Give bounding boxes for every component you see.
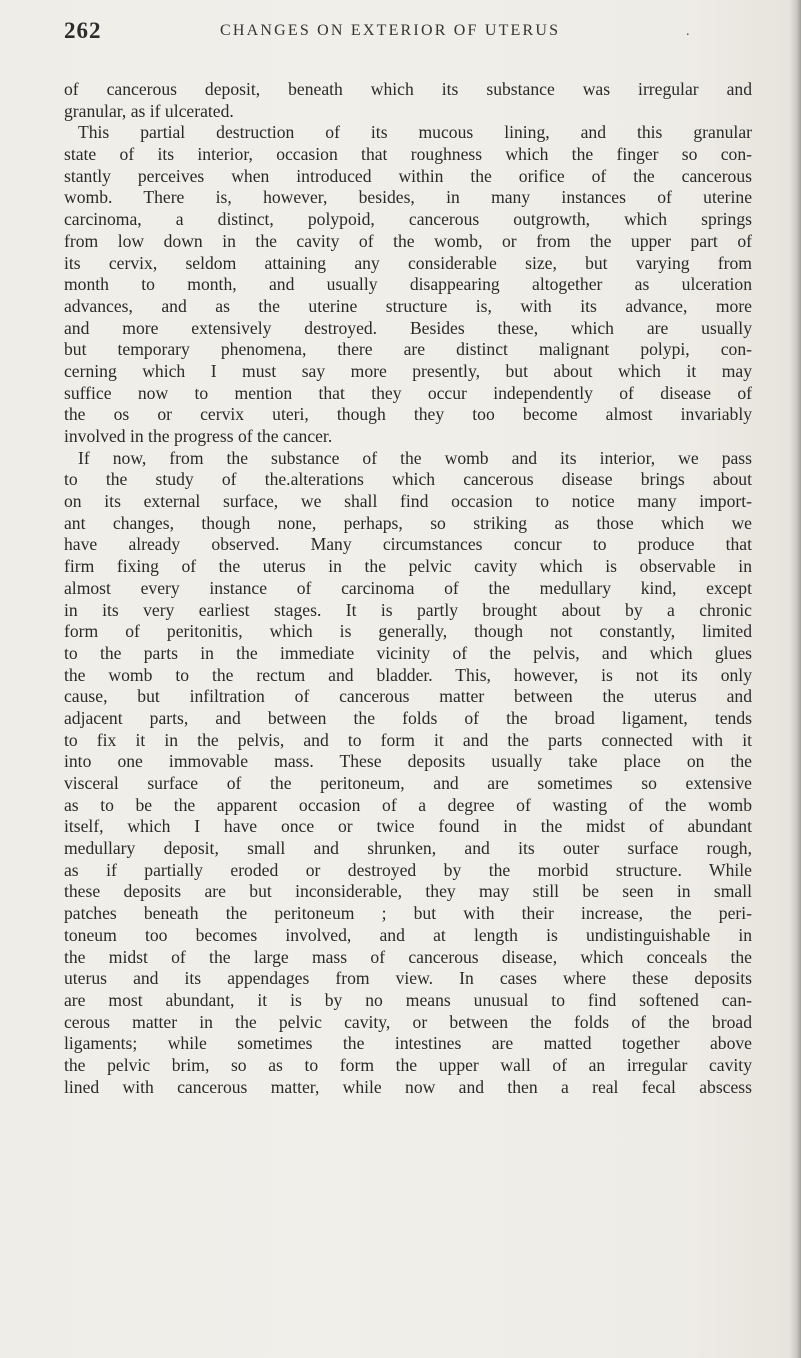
text-line: month to month, and usually disappearing altogether as ulceration (64, 274, 752, 295)
text-line: in its very earliest stages. It is partly brought about by a chronic (64, 599, 752, 620)
text-line: almost every instance of carcinoma of the medullary kind, except (64, 577, 752, 598)
text-line: advances, and as the uterine structure is, with its advance, more (64, 295, 752, 316)
text-line: involved in the progress of the cancer. (64, 426, 333, 446)
text-line: carcinoma, a distinct, polypoid, cancerous outgrowth, which springs (64, 209, 752, 230)
text-line: firm fixing of the uterus in the pelvic cavity which is observable in (64, 556, 752, 577)
text-line: the womb to the rectum and bladder. This, however, is not its only (64, 664, 752, 685)
text-line: have already observed. Many circumstances concur to produce that (64, 534, 752, 555)
text-line: granular, as if ulcerated. (64, 100, 234, 121)
text-line: cause, but infiltration of cancerous matter between the uterus and (64, 686, 752, 707)
text-line: ligaments; while sometimes the intestines are matted together above (64, 1033, 752, 1054)
text-line: cerning which I must say more presently, but about which it may (64, 360, 752, 381)
text-line: from low down in the cavity of the womb, or from the upper part of (64, 230, 752, 251)
text-line: womb. There is, however, besides, in many instances of uterine (64, 187, 752, 208)
text-line: itself, which I have once or twice found in the midst of abundant (64, 816, 752, 837)
text-line: to fix it in the pelvis, and to form it and the parts connected with it (64, 729, 752, 750)
page-edge-shadow (789, 0, 801, 1358)
text-line: stantly perceives when introduced within the orifice of the cancerous (64, 165, 752, 186)
text-line: as to be the apparent occasion of a degree of wasting of the womb (64, 794, 752, 815)
text-line: as if partially eroded or destroyed by the morbid structure. While (64, 859, 752, 880)
body-text (64, 79, 752, 1098)
text-line: to the study of the.alterations which cancerous disease brings about (64, 469, 752, 490)
text-line: toneum too becomes involved, and at length is undistinguishable in (64, 924, 752, 945)
text-line: uterus and its appendages from view. In cases where these deposits (64, 968, 752, 989)
text-line: medullary deposit, small and shrunken, and its outer surface rough, (64, 838, 752, 859)
text-line: are most abundant, it is by no means unusual to find softened can- (64, 989, 752, 1010)
text-line: of cancerous deposit, beneath which its substance was irregular and (64, 79, 752, 99)
text-line: but temporary phenomena, there are distinct malignant polypi, con- (64, 339, 752, 360)
running-head-mark: . (686, 24, 690, 39)
text-line: visceral surface of the peritoneum, and are sometimes so extensive (64, 773, 752, 793)
text-line: form of peritonitis, which is generally, though not constantly, limited (64, 621, 752, 642)
text-line: lined with cancerous matter, while now and then a real fecal abscess (64, 1076, 752, 1097)
text-line: ant changes, though none, perhaps, so striking as those which we (64, 512, 752, 533)
running-head-title: CHANGES ON EXTERIOR OF UTERUS (220, 22, 561, 39)
text-line: the os or cervix uteri, though they too become almost invariably (64, 404, 752, 425)
text-line: adjacent parts, and between the folds of the broad ligament, tends (64, 707, 752, 728)
text-line: suffice now to mention that they occur independently of disease of (64, 382, 752, 403)
text-line: state of its interior, occasion that roughness which the finger so con- (64, 144, 752, 165)
running-head (64, 18, 744, 48)
text-line: these deposits are but inconsiderable, they may still be seen in small (64, 881, 752, 902)
page-number: 262 (64, 18, 102, 43)
text-line: the pelvic brim, so as to form the upper wall of an irregular cavity (64, 1054, 752, 1075)
text-line: into one immovable mass. These deposits usually take place on the (64, 751, 752, 772)
text-line: the midst of the large mass of cancerous disease, which conceals the (64, 946, 752, 967)
text-line: on its external surface, we shall find occasion to notice many import- (64, 491, 752, 512)
text-line: and more extensively destroyed. Besides these, which are usually (64, 317, 752, 338)
text-line: cerous matter in the pelvic cavity, or between the folds of the broad (64, 1011, 752, 1032)
text-line: This partial destruction of its mucous lining, and this granular (78, 122, 752, 143)
text-line: its cervix, seldom attaining any considerable size, but varying from (64, 252, 752, 273)
text-line: to the parts in the immediate vicinity of the pelvis, and which glues (64, 642, 752, 663)
text-line: patches beneath the peritoneum ; but with their increase, the peri- (64, 903, 752, 924)
text-line: If now, from the substance of the womb and its interior, we pass (78, 447, 752, 468)
